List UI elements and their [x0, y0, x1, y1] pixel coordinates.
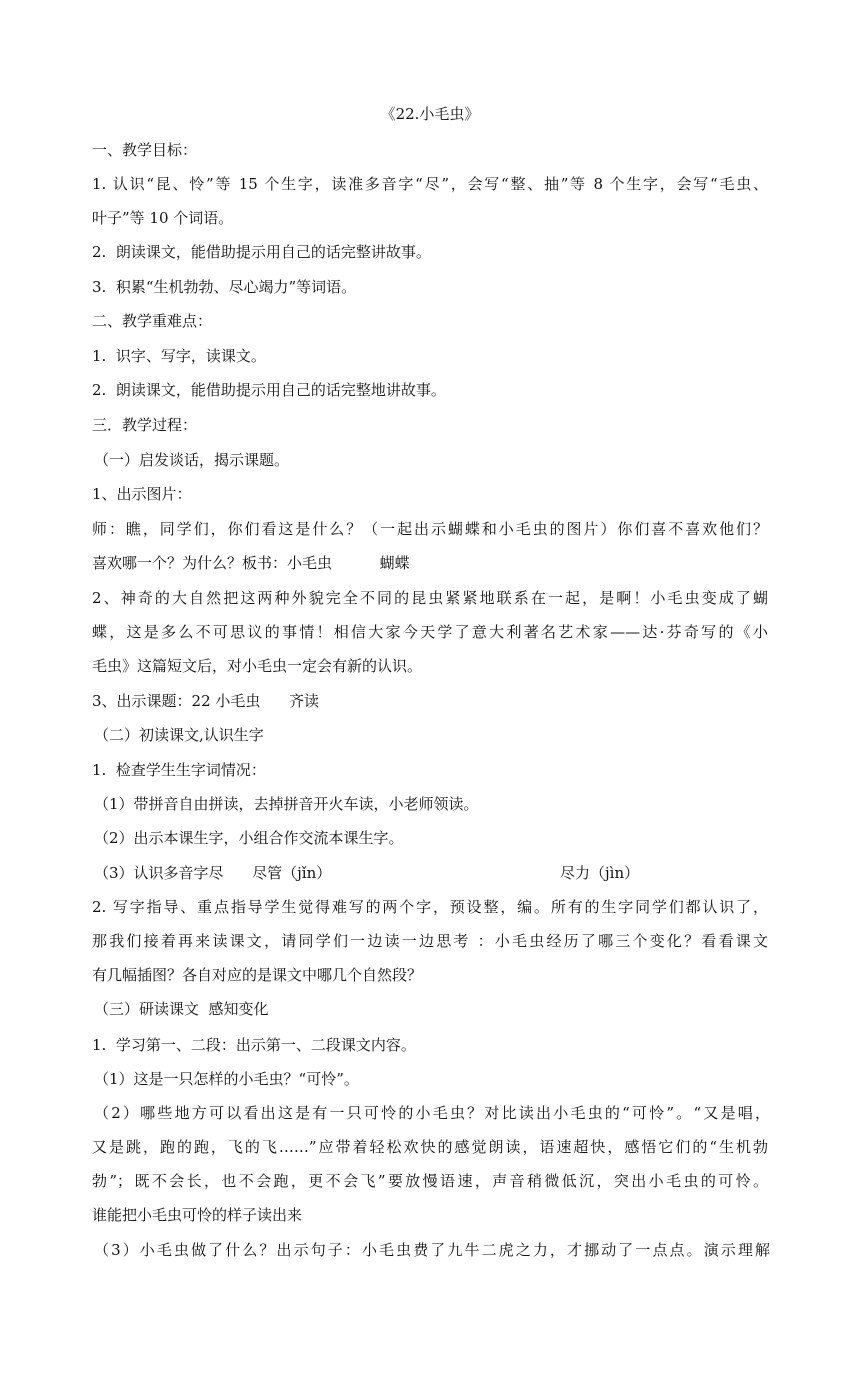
- paragraph-line: 1. 识字、写字，读课文。: [92, 347, 266, 365]
- paragraph-line: （二）初读课文,认识生字: [94, 726, 264, 744]
- paragraph-line: 2. 朗读课文，能借助提示用自己的话完整地讲故事。: [92, 381, 446, 399]
- paragraph-line: （3）小毛虫做了什么？出示句子：小毛虫费了九牛二虎之力，才挪动了一点点。演示理解: [94, 1241, 770, 1259]
- document-title: 《22.小毛虫》: [380, 105, 480, 123]
- paragraph-line: 谁能把小毛虫可怜的样子读出来: [92, 1206, 303, 1224]
- paragraph-line: 三．教学过程：: [92, 416, 198, 434]
- paragraph-line: 师：瞧，同学们，你们看这是什么？（一起出示蝴蝶和小毛虫的图片）你们喜不喜欢他们？: [92, 520, 768, 538]
- paragraph-line: 二、教学重难点：: [92, 312, 213, 330]
- paragraph-line: 一、教学目标：: [92, 141, 198, 159]
- paragraph-line: （2）出示本课生字，小组合作交流本课生字。: [94, 829, 404, 847]
- paragraph-line: （2）哪些地方可以看出这是有一只可怜的小毛虫？对比读出小毛虫的“可怜”。“又是唱，: [94, 1104, 770, 1122]
- paragraph-line: 又是跳，跑的跑，飞的飞……”应带着轻松欢快的感觉朗读，语速超快，感悟它们的“生机勃: [92, 1138, 768, 1156]
- paragraph-line: 尽力（jìn）: [560, 864, 640, 882]
- paragraph-line: 勃”；既不会长，也不会跑，更不会飞”要放慢语速，声音稍微低沉，突出小毛虫的可怜。: [92, 1172, 768, 1190]
- paragraph-line: 3、出示课题：22 小毛虫 齐读: [92, 692, 320, 710]
- paragraph-line: （一）启发谈话，揭示课题。: [94, 451, 290, 469]
- paragraph-line: 蝶，这是多么不可思议的事情！相信大家今天学了意大利著名艺术家——达·芬奇写的《小: [92, 623, 768, 641]
- paragraph-line: 1. 学习第一、二段：出示第一、二段课文内容。: [92, 1036, 416, 1054]
- paragraph-line: （3）认识多音字尽 尽管（jǐn）: [94, 864, 332, 882]
- paragraph-line: 喜欢哪一个？为什么？板书：小毛虫 蝴蝶: [92, 554, 410, 572]
- paragraph-line: 有几幅插图？各自对应的是课文中哪几个自然段？: [92, 966, 423, 984]
- paragraph-line: 3. 积累“生机勃勃、尽心竭力”等词语。: [92, 278, 357, 296]
- paragraph-line: 2、神奇的大自然把这两种外貌完全不同的昆虫紧紧地联系在一起，是啊！小毛虫变成了蝴: [92, 589, 768, 607]
- paragraph-line: 2. 写字指导、重点指导学生觉得难写的两个字，预设整，编。所有的生字同学们都认识了，: [92, 898, 768, 916]
- paragraph-line: 2. 朗读课文，能借助提示用自己的话完整讲故事。: [92, 243, 431, 261]
- paragraph-line: 毛虫》这篇短文后，对小毛虫一定会有新的认识。: [92, 657, 423, 675]
- paragraph-line: 那我们接着再来读课文，请同学们一边读一边思考 ：小毛虫经历了哪三个变化？看看课文: [92, 932, 768, 950]
- paragraph-line: （1）带拼音自由拼读，去掉拼音开火车读，小老师领读。: [94, 795, 479, 813]
- paragraph-line: 1. 检查学生生字词情况：: [92, 761, 266, 779]
- paragraph-line: 1. 认识“昆、怜”等 15 个生字，读准多音字“尽”，会写“整、抽”等 8 个生字，会写“毛虫、: [92, 175, 768, 193]
- paragraph-line: 1、出示图片：: [92, 485, 192, 503]
- paragraph-line: （三）研读课文 感知变化: [94, 1000, 269, 1018]
- paragraph-line: 叶子”等 10 个词语。: [92, 209, 234, 227]
- paragraph-line: （1）这是一只怎样的小毛虫？“可怜”。: [94, 1070, 359, 1088]
